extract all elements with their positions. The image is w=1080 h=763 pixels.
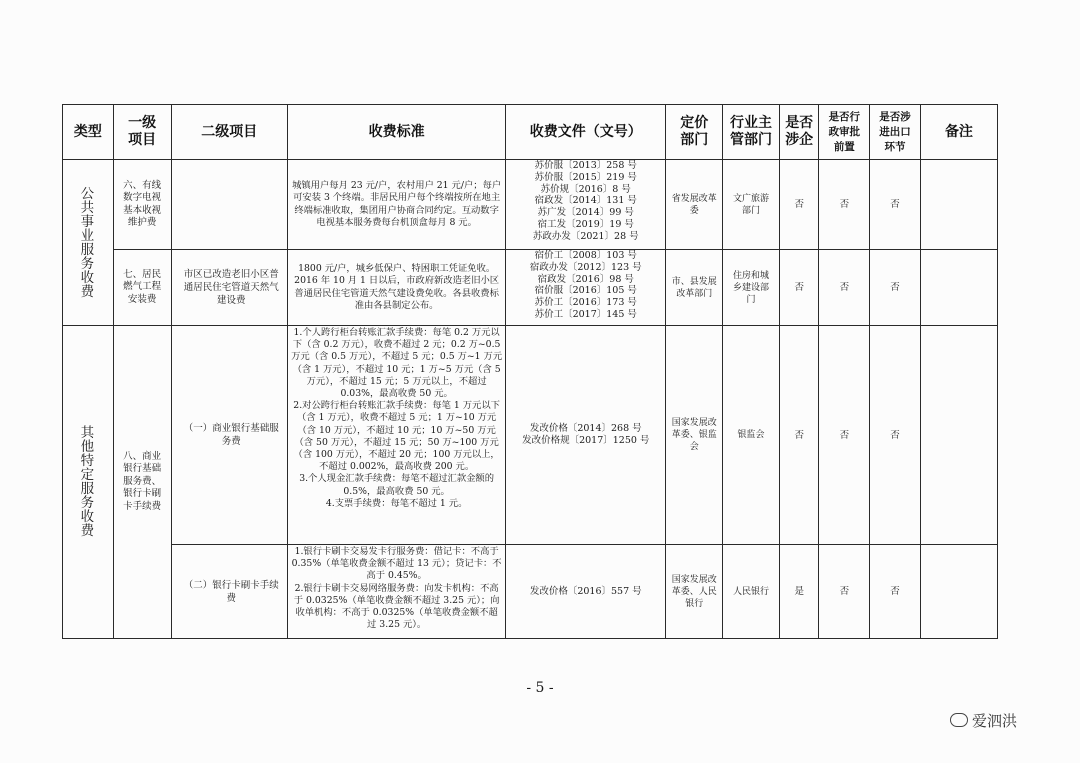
standard-line: 2.银行卡刷卡交易网络服务费：向发卡机构：不高于 0.0325%（单笔收费金额不超过 3.25 元）；向收单机构：不高于 0.0325%（单笔收费金额不超过 3.25 元）。 xyxy=(293,582,500,631)
docs-cell xyxy=(506,545,666,639)
doc-number: 苏价服〔2015〕219 号 xyxy=(534,171,637,183)
fee-table xyxy=(62,104,998,639)
pricing-dept-cell: 国家发展改革委、银监会 xyxy=(666,326,723,545)
category-label: 公共事业服务收费 xyxy=(80,185,96,300)
doc-number: 宿工发〔2019〕19 号 xyxy=(537,218,634,230)
doc-number: 发改价格〔2016〕557 号 xyxy=(529,585,642,597)
header-industry-dept: 行业主 管部门 xyxy=(730,115,773,148)
doc-number: 苏价工〔2017〕145 号 xyxy=(534,308,637,320)
header-row xyxy=(63,105,998,160)
doc-number: 发改价格〔2014〕268 号 xyxy=(529,423,642,435)
wechat-icon xyxy=(950,713,968,727)
header-import-export: 是否涉 进出口 环节 xyxy=(879,110,911,153)
standard-cell xyxy=(288,160,506,250)
pricing-dept-cell: 省发展改革委 xyxy=(666,160,723,250)
import-export-cell: 否 xyxy=(870,160,921,250)
pricing-dept-cell: 国家发展改革委、人民银行 xyxy=(666,545,723,639)
involves-enterprise-cell: 是 xyxy=(779,545,819,639)
standard-line: 4.支票手续费：每笔不超过 1 元。 xyxy=(325,497,468,509)
standard-line: 1800 元/户，城乡低保户、特困职工凭证免收。2016 年 10 月 1 日以后，市政府新改造老旧小区普通居民住宅管道天然气建设费免收。各县收费标准由各县制定公布。 xyxy=(294,263,500,311)
standard-cell xyxy=(288,326,506,545)
table-row xyxy=(63,250,998,326)
table-row xyxy=(63,160,998,250)
admin-review-cell: 否 xyxy=(819,160,870,250)
docs-cell xyxy=(506,160,666,250)
involves-enterprise-cell: 否 xyxy=(779,160,819,250)
header-remark: 备注 xyxy=(944,123,973,140)
level1-cell: 八、商业银行基础服务费、银行卡刷卡手续费 xyxy=(113,326,171,639)
remark-cell xyxy=(920,250,997,326)
docs-cell xyxy=(506,250,666,326)
table-row xyxy=(63,545,998,639)
page-number: - 5 - xyxy=(526,680,554,696)
header-doc: 收费文件（文号） xyxy=(529,123,642,140)
standard-line: 2.对公跨行柜台转账汇款手续费：每笔 1 万元以下（含 1 万元），收费不超过 5 元；1 万~10 万元（含 10 万元），不超过 10 元；10 万~50 万元（含 50 万元），不超过 15 元；50 万~100 万元（含 100 万元），不超过 20 元；100 万元以上，不超过 0.002%，最高收费 200 元。 xyxy=(293,400,500,473)
level2-cell: 市区已改造老旧小区普通居民住宅管道天然气建设费 xyxy=(171,250,288,326)
remark-cell xyxy=(920,545,997,639)
import-export-cell: 否 xyxy=(870,545,921,639)
level1-cell: 六、有线数字电视基本收视维护费 xyxy=(113,160,171,250)
admin-review-cell: 否 xyxy=(819,545,870,639)
involves-enterprise-cell: 否 xyxy=(779,326,819,545)
level2-cell: （二）银行卡刷卡手续费 xyxy=(171,545,288,639)
watermark xyxy=(950,710,1017,731)
import-export-cell: 否 xyxy=(870,326,921,545)
doc-number: 苏价工〔2016〕173 号 xyxy=(534,297,637,309)
table-row xyxy=(63,326,998,545)
industry-dept-cell: 人民银行 xyxy=(723,545,780,639)
watermark-text: 爱泗洪 xyxy=(972,712,1018,730)
doc-number: 宿政办发〔2012〕123 号 xyxy=(529,261,642,273)
header-type: 类型 xyxy=(73,123,102,140)
doc-number: 发改价格规〔2017〕1250 号 xyxy=(522,435,650,446)
header-admin-review: 是否行 政审批 前置 xyxy=(828,110,861,153)
remark-cell xyxy=(920,326,997,545)
standard-line: 城镇用户每月 23 元/户，农村用户 21 元/户；每户可安装 3 个终端。非居民用户每个终端按所在地主终端标准收取，集团用户协商合同约定。互动数字电视基本服务费每台机顶盒每月 8 元。 xyxy=(292,180,502,228)
docs-cell xyxy=(506,326,666,545)
doc-number: 宿价工〔2008〕103 号 xyxy=(534,250,637,261)
industry-dept-cell: 住房和城乡建设部门 xyxy=(723,250,780,326)
import-export-cell: 否 xyxy=(870,250,921,326)
doc-number: 苏政办发〔2021〕28 号 xyxy=(532,230,639,242)
header-level2: 二级项目 xyxy=(201,123,258,140)
industry-dept-cell: 银监会 xyxy=(723,326,780,545)
doc-number: 苏广发〔2014〕99 号 xyxy=(537,207,634,219)
standard-line: 3.个人现金汇款手续费：每笔不超过汇款金额的 0.5%，最高收费 50 元。 xyxy=(299,473,495,497)
category-cell xyxy=(63,160,114,326)
header-level1: 一级 项目 xyxy=(128,115,157,148)
doc-number: 宿价服〔2016〕105 号 xyxy=(534,285,637,297)
industry-dept-cell: 文广旅游部门 xyxy=(723,160,780,250)
header-pricing-dept: 定价 部门 xyxy=(680,115,709,148)
doc-number: 宿政发〔2016〕98 号 xyxy=(537,273,634,285)
standard-cell xyxy=(288,545,506,639)
admin-review-cell: 否 xyxy=(819,326,870,545)
category-label: 其他特定服务收费 xyxy=(80,425,96,539)
level1-cell: 七、居民燃气工程安装费 xyxy=(113,250,171,326)
header-involves-enterprise: 是否 涉企 xyxy=(785,115,814,148)
doc-number: 苏价服〔2013〕258 号 xyxy=(534,160,637,171)
pricing-dept-cell: 市、县发展改革部门 xyxy=(666,250,723,326)
header-standard: 收费标准 xyxy=(368,123,425,140)
level2-cell xyxy=(171,160,288,250)
involves-enterprise-cell: 否 xyxy=(779,250,819,326)
remark-cell xyxy=(920,160,997,250)
doc-number: 宿政发〔2014〕131 号 xyxy=(534,195,637,207)
standard-line: 1.个人跨行柜台转账汇款手续费：每笔 0.2 万元以下（含 0.2 万元），收费不超过 2 元；0.2 万~0.5 万元（含 0.5 万元），不超过 5 元；0.5 万~1 万元（含 1 万元），不超过 10 元；1 万~5 万元（含 5 万元），不超过 15 元；5 万元以上，不超过 0.03%，最高收费 50 元。 xyxy=(291,327,503,400)
admin-review-cell: 否 xyxy=(819,250,870,326)
standard-cell xyxy=(288,250,506,326)
level2-cell: （一）商业银行基础服务费 xyxy=(171,326,288,545)
doc-number: 苏价规〔2016〕8 号 xyxy=(540,183,631,195)
category-cell xyxy=(63,326,114,639)
standard-line: 1.银行卡刷卡交易发卡行服务费：借记卡：不高于 0.35%（单笔收费金额不超过 13 元）；贷记卡：不高于 0.45%。 xyxy=(291,546,502,582)
